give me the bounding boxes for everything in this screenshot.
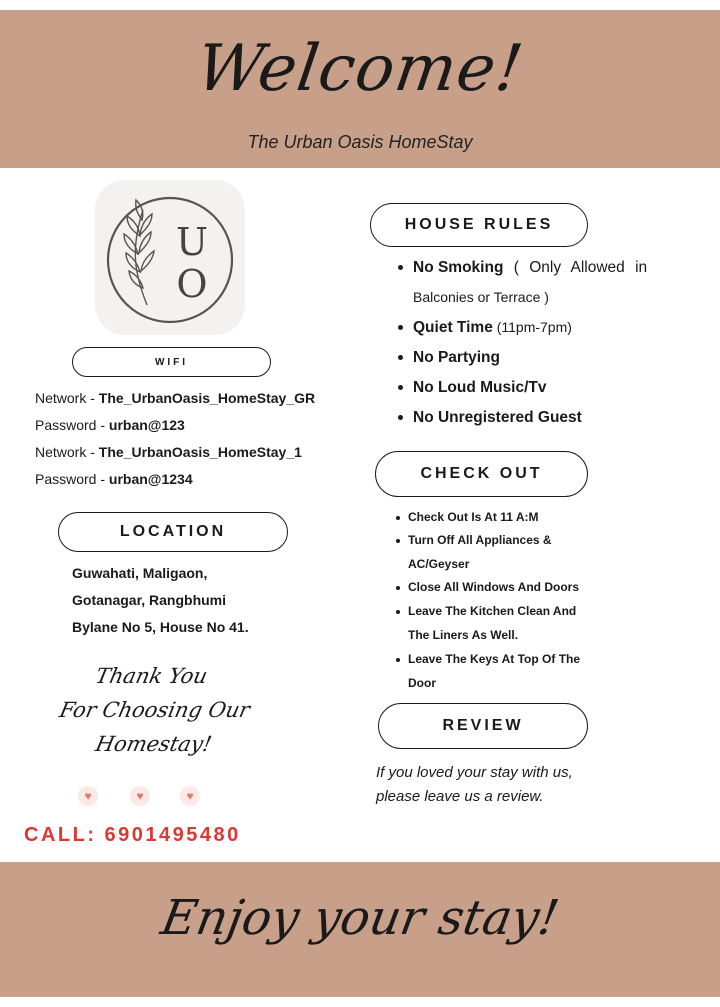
- logo: [95, 180, 245, 335]
- location-line-1: Guwahati, Maligaon,: [72, 565, 208, 581]
- logo-emblem: [95, 180, 245, 335]
- check-out-heading: CHECK OUT: [375, 451, 588, 497]
- checkout-item-cont: Door: [408, 676, 436, 690]
- checkout-item: Turn Off All Appliances &: [396, 533, 552, 547]
- review-heading: REVIEW: [378, 703, 588, 749]
- location-line-2: Gotanagar, Rangbhumi: [72, 592, 227, 608]
- wifi-network-1: Network - The_UrbanOasis_HomeStay_GR: [35, 390, 316, 406]
- logo-letter-o: O: [176, 262, 208, 306]
- thank-you-line-3: Homestay!: [93, 732, 214, 756]
- wifi-password-1: Password - urban@123: [35, 417, 185, 433]
- checkout-item-cont: The Liners As Well.: [408, 628, 519, 642]
- heart-icon: ♥: [180, 786, 200, 806]
- rule-no-unregistered-guest: No Unregistered Guest: [398, 409, 582, 427]
- heart-icon: ♥: [130, 786, 150, 806]
- welcome-title: Welcome!: [192, 32, 528, 106]
- heart-icon: ♥: [78, 786, 98, 806]
- review-line-1: If you loved your stay with us,: [376, 764, 573, 781]
- wifi-network-2: Network - The_UrbanOasis_HomeStay_1: [35, 444, 302, 460]
- location-line-3: Bylane No 5, House No 41.: [72, 619, 249, 635]
- wifi-heading: WIFI: [72, 347, 271, 377]
- rule-quiet-time: Quiet Time (11pm-7pm): [398, 319, 572, 337]
- checkout-item: Leave The Kitchen Clean And: [396, 604, 576, 618]
- rule-no-smoking-detail: Balconies or Terrace ): [413, 289, 549, 305]
- thank-you-line-1: Thank You: [93, 664, 210, 688]
- olive-branch-icon: [124, 200, 154, 305]
- homestay-name: The Urban Oasis HomeStay: [247, 132, 473, 152]
- checkout-item: Check Out Is At 11 A:M: [396, 510, 538, 524]
- review-line-2: please leave us a review.: [376, 788, 544, 805]
- house-rules-heading: HOUSE RULES: [370, 203, 588, 247]
- rule-no-smoking: No Smoking ( Only Allowed in: [398, 259, 647, 277]
- rule-no-partying: No Partying: [398, 349, 500, 367]
- thank-you-line-2: For Choosing Our: [57, 698, 253, 722]
- call-number[interactable]: CALL: 6901495480: [24, 824, 241, 846]
- checkout-item-cont: AC/Geyser: [408, 557, 470, 571]
- enjoy-your-stay: Enjoy your stay!: [156, 890, 564, 946]
- location-heading: LOCATION: [58, 512, 288, 552]
- rule-no-loud-music: No Loud Music/Tv: [398, 379, 546, 397]
- checkout-item: Close All Windows And Doors: [396, 580, 579, 594]
- logo-letter-u: U: [175, 220, 209, 264]
- checkout-item: Leave The Keys At Top Of The: [396, 652, 580, 666]
- wifi-password-2: Password - urban@1234: [35, 471, 193, 487]
